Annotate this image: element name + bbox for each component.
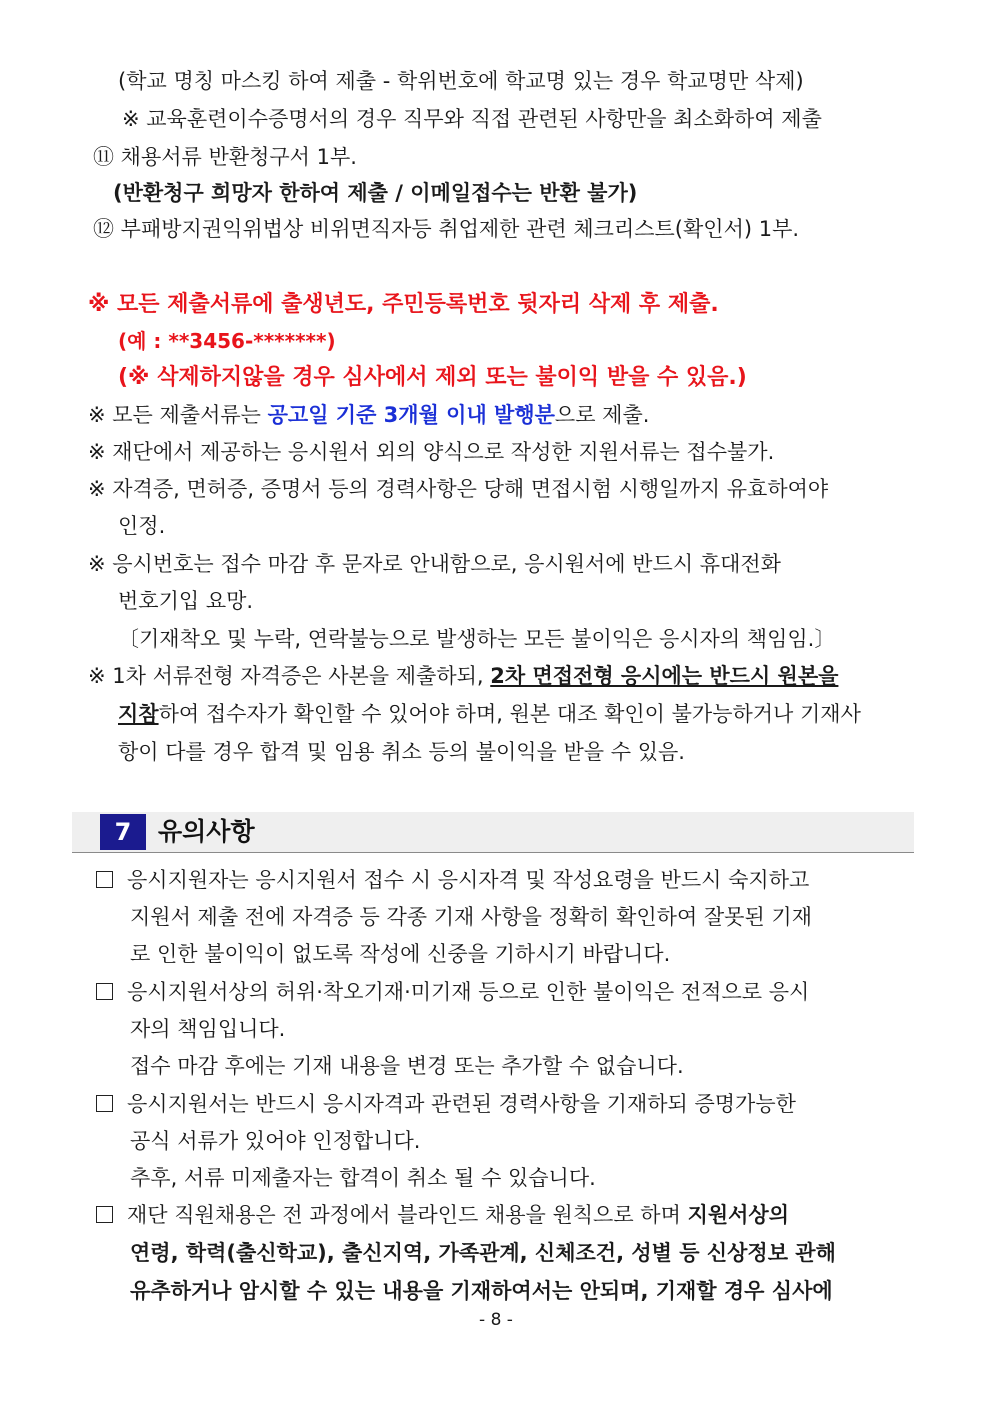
item-12-checklist: ⑫ 부패방지권익위법상 비위면직자등 취업제한 관련 체크리스트(확인서) 1부.	[93, 217, 800, 241]
red-note-example: (예 : **3456-*******)	[118, 329, 336, 353]
checkbox-icon	[96, 871, 113, 888]
note-original-doc-1	[88, 661, 838, 691]
item-11-return-request: ⑪ 채용서류 반환청구서 1부.	[93, 145, 357, 169]
note-form-only: ※ 재단에서 제공하는 응시원서 외의 양식으로 작성한 지원서류는 접수불가.	[88, 440, 775, 464]
list-item-4-line-3: 유추하거나 암시할 수 있는 내용을 기재하여서는 안되며, 기재할 경우 심사에	[130, 1279, 833, 1303]
list-item-4-line-1	[96, 1200, 789, 1230]
note-exam-number-3: 〔기재착오 및 누락, 연락불능으로 발생하는 모든 불이익은 응시자의 책임임.〕	[118, 627, 836, 651]
list-item-2-line-2: 자의 책임입니다.	[130, 1017, 286, 1041]
list-item-1-line-2: 지원서 제출 전에 자격증 등 각종 기재 사항을 정확히 확인하여 잘못된 기재	[130, 905, 813, 929]
return-request-condition: (반환청구 희망자 한하여 제출 / 이메일접수는 반환 불가)	[113, 181, 638, 205]
list-item-text: 응시지원자는 응시지원서 접수 시 응시자격 및 작성요령을 반드시 숙지하고	[127, 868, 810, 892]
masking-note: (학교 명칭 마스킹 하여 제출 - 학위번호에 학교명 있는 경우 학교명만 삭제)	[118, 69, 804, 93]
note-original-doc-2	[118, 699, 861, 729]
list-item-1-line-1	[96, 865, 809, 895]
note-exam-number-2: 번호기입 요망.	[118, 589, 254, 613]
list-item-1-line-3: 로 인한 불이익이 없도록 작성에 신중을 기하시기 바랍니다.	[130, 942, 671, 966]
red-note-penalty: (※ 삭제하지않을 경우 심사에서 제외 또는 불이익 받을 수 있음.)	[118, 365, 747, 390]
checkbox-icon	[96, 983, 113, 1000]
list-item-text: 응시지원서상의 허위·착오기재·미기재 등으로 인한 불이익은 전적으로 응시	[127, 980, 810, 1004]
note-issue-date-highlight: 공고일 기준 3개월 이내 발행분	[267, 403, 555, 427]
note-issue-date-pre: ※ 모든 제출서류는	[88, 403, 268, 427]
checkbox-icon	[96, 1095, 113, 1112]
note-validity-1: ※ 자격증, 면허증, 증명서 등의 경력사항은 당해 면접시험 시행일까지 유효하여야	[88, 477, 829, 501]
training-cert-note: ※ 교육훈련이수증명서의 경우 직무와 직접 관련된 사항만을 최소화하여 제출	[122, 107, 822, 131]
section-number: 7	[100, 814, 146, 850]
note-original-doc-3: 항이 다를 경우 합격 및 임용 취소 등의 불이익을 받을 수 있음.	[118, 740, 685, 764]
page-number: - 8 -	[479, 1310, 513, 1330]
section-header	[72, 812, 914, 853]
note-original-doc-pre: ※ 1차 서류전형 자격증은 사본을 제출하되,	[88, 664, 491, 688]
list-item-3-line-1	[96, 1089, 796, 1119]
list-item-4-line-2: 연령, 학력(출신학교), 출신지역, 가족관계, 신체조건, 성별 등 신상정보 관해	[130, 1241, 836, 1265]
note-exam-number-1: ※ 응시번호는 접수 마감 후 문자로 안내함으로, 응시원서에 반드시 휴대전화	[88, 552, 781, 576]
note-original-doc-emphasis-2: 지참	[118, 702, 159, 726]
list-item-2-line-3: 접수 마감 후에는 기재 내용을 변경 또는 추가할 수 없습니다.	[130, 1054, 684, 1078]
list-item-text: 응시지원서는 반드시 응시자격과 관련된 경력사항을 기재하되 증명가능한	[127, 1092, 796, 1116]
note-validity-2: 인정.	[118, 514, 166, 538]
section-title: 유의사항	[158, 817, 255, 846]
list-item-bold-text: 지원서상의	[687, 1203, 789, 1227]
list-item-2-line-1	[96, 977, 809, 1007]
note-issue-date-post: 으로 제출.	[554, 403, 650, 427]
list-item-3-line-2: 공식 서류가 있어야 인정합니다.	[130, 1129, 421, 1153]
red-note-delete-id: ※ 모든 제출서류에 출생년도, 주민등록번호 뒷자리 삭제 후 제출.	[88, 292, 719, 317]
note-original-doc-emphasis: 2차 면접전형 응시에는 반드시 원본을	[490, 664, 839, 688]
checkbox-icon	[96, 1206, 113, 1223]
list-item-3-line-3: 추후, 서류 미제출자는 합격이 취소 될 수 있습니다.	[130, 1166, 596, 1190]
note-original-doc-post: 하여 접수자가 확인할 수 있어야 하며, 원본 대조 확인이 불가능하거나 기재사	[158, 702, 861, 726]
list-item-text: 재단 직원채용은 전 과정에서 블라인드 채용을 원칙으로 하며	[127, 1203, 688, 1227]
note-issue-date	[88, 400, 649, 430]
